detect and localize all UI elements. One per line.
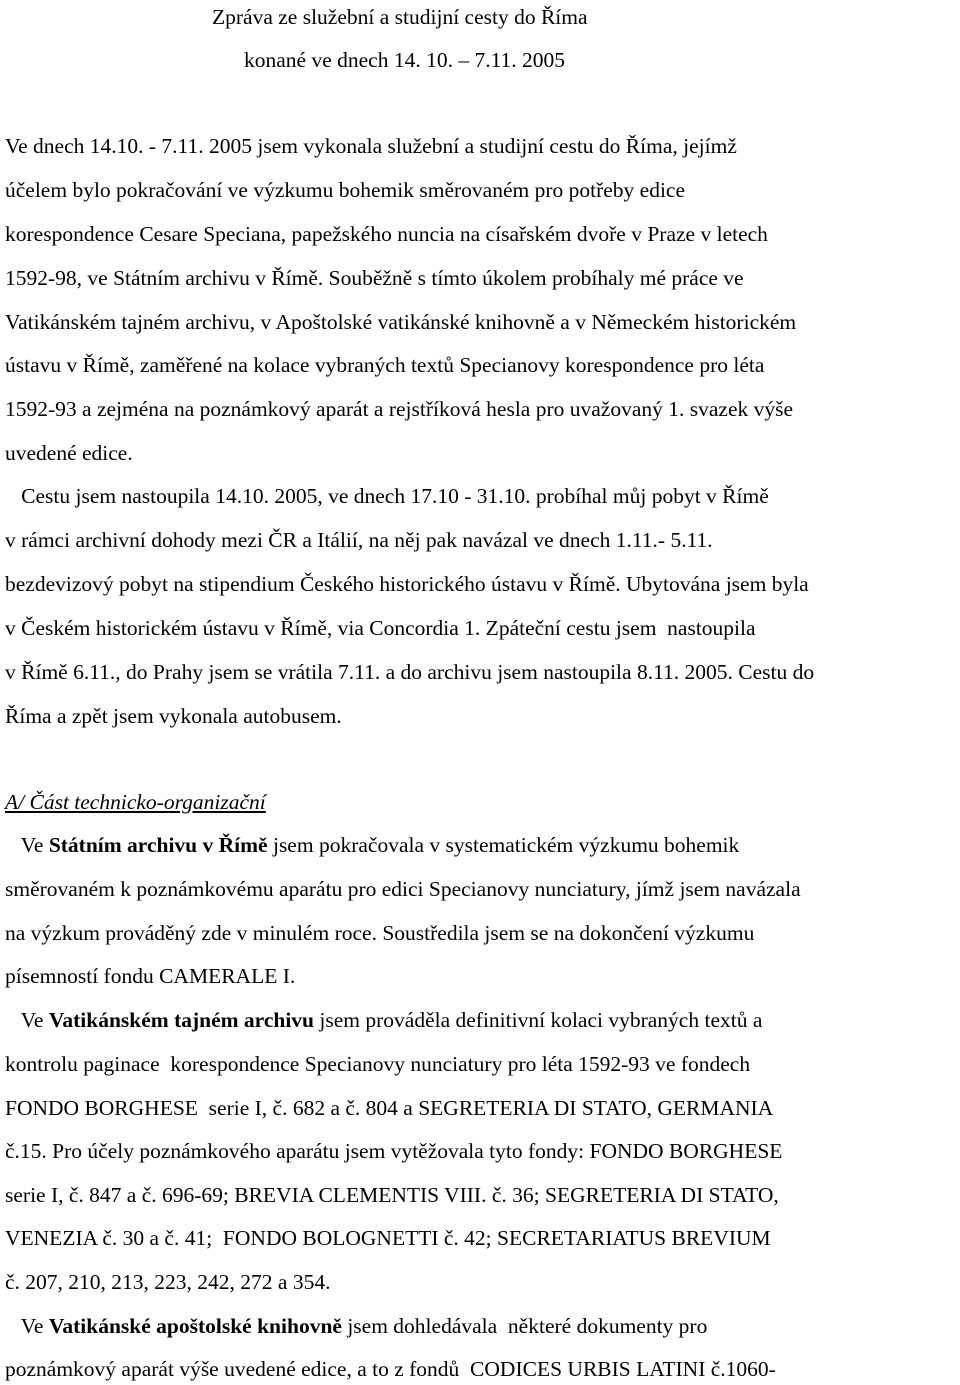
line-text: jsem prováděla definitivní kolaci vybraných textů a xyxy=(314,1008,763,1032)
document-title: Zpráva ze služební a studijní cesty do Říma xyxy=(212,5,588,29)
intro-line: v Římě 6.11., do Prahy jsem se vrátila 7.11. a do archivu jsem nastoupila 8.11. 2005. Cestu do xyxy=(5,660,815,684)
intro-line: v Českém historickém ústavu v Římě, via Concordia 1. Zpáteční cestu jsem nastoupila xyxy=(5,616,756,640)
paragraph-line xyxy=(5,1313,707,1339)
paragraph-line: písemností fondu CAMERALE I. xyxy=(5,964,296,988)
intro-line: korespondence Cesare Speciana, papežského nuncia na císařském dvoře v Praze v letech xyxy=(5,222,768,246)
paragraph-line xyxy=(5,832,739,858)
line-text: jsem dohledávala některé dokumenty pro xyxy=(341,1314,708,1338)
intro-line: Říma a zpět jsem vykonala autobusem. xyxy=(5,704,342,728)
intro-line: ústavu v Římě, zaměřené na kolace vybraných textů Specianovy korespondence pro léta xyxy=(5,353,765,377)
intro-line: 1592-93 a zejména na poznámkový aparát a rejstříková hesla pro uvažovaný 1. svazek výše xyxy=(5,397,794,421)
intro-line: bezdevizový pobyt na stipendium Českého historického ústavu v Římě. Ubytována jsem byla xyxy=(5,572,809,596)
institution-name: Vatikánské apoštolské knihovně xyxy=(48,1314,342,1338)
paragraph-line: směrovaném k poznámkovému aparátu pro edici Specianovy nunciatury, jímž jsem navázala xyxy=(5,877,801,901)
intro-line: Ve dnech 14.10. - 7.11. 2005 jsem vykonala služební a studijní cestu do Říma, jejímž xyxy=(5,134,737,158)
institution-name: Vatikánském tajném archivu xyxy=(48,1008,315,1032)
intro-line: účelem bylo pokračování ve výzkumu bohemik směrovaném pro potřeby edice xyxy=(5,178,686,202)
section-heading: A/ Část technicko-organizační xyxy=(5,790,266,814)
paragraph-line: kontrolu paginace korespondence Specianovy nunciatury pro léta 1592-93 ve fondech xyxy=(5,1052,751,1076)
paragraph-line: VENEZIA č. 30 a č. 41; FONDO BOLOGNETTI č. 42; SECRETARIATUS BREVIUM xyxy=(5,1226,771,1250)
lead-text: Ve xyxy=(5,1008,49,1032)
institution-name: Státním archivu v Římě xyxy=(48,833,268,857)
paragraph-line: poznámkový aparát výše uvedené edice, a to z fondů CODICES URBIS LATINI č.1060- xyxy=(5,1357,776,1381)
lead-text: Ve xyxy=(5,833,49,857)
intro-line: Cestu jsem nastoupila 14.10. 2005, ve dnech 17.10 - 31.10. probíhal můj pobyt v Římě xyxy=(5,484,769,508)
intro-line: 1592-98, ve Státním archivu v Římě. Souběžně s tímto úkolem probíhaly mé práce ve xyxy=(5,266,744,290)
intro-line: Vatikánském tajném archivu, v Apoštolské vatikánské knihovně a v Německém historickém xyxy=(5,310,797,334)
paragraph-line xyxy=(5,1007,762,1033)
line-text: jsem pokračovala v systematickém výzkumu bohemik xyxy=(267,833,740,857)
intro-line: v rámci archivní dohody mezi ČR a Itálií, na něj pak navázal ve dnech 1.11.- 5.11. xyxy=(5,528,713,552)
intro-line: uvedené edice. xyxy=(5,441,133,465)
paragraph-line: na výzkum prováděný zde v minulém roce. Soustředila jsem se na dokončení výzkumu xyxy=(5,921,755,945)
paragraph-line: č. 207, 210, 213, 223, 242, 272 a 354. xyxy=(5,1270,331,1294)
lead-text: Ve xyxy=(5,1314,49,1338)
document-subtitle: konané ve dnech 14. 10. – 7.11. 2005 xyxy=(244,48,566,72)
paragraph-line: serie I, č. 847 a č. 696-69; BREVIA CLEMENTIS VIII. č. 36; SEGRETERIA DI STATO, xyxy=(5,1183,779,1207)
paragraph-line: FONDO BORGHESE serie I, č. 682 a č. 804 a SEGRETERIA DI STATO, GERMANIA xyxy=(5,1096,774,1120)
paragraph-line: č.15. Pro účely poznámkového aparátu jsem vytěžovala tyto fondy: FONDO BORGHESE xyxy=(5,1139,783,1163)
